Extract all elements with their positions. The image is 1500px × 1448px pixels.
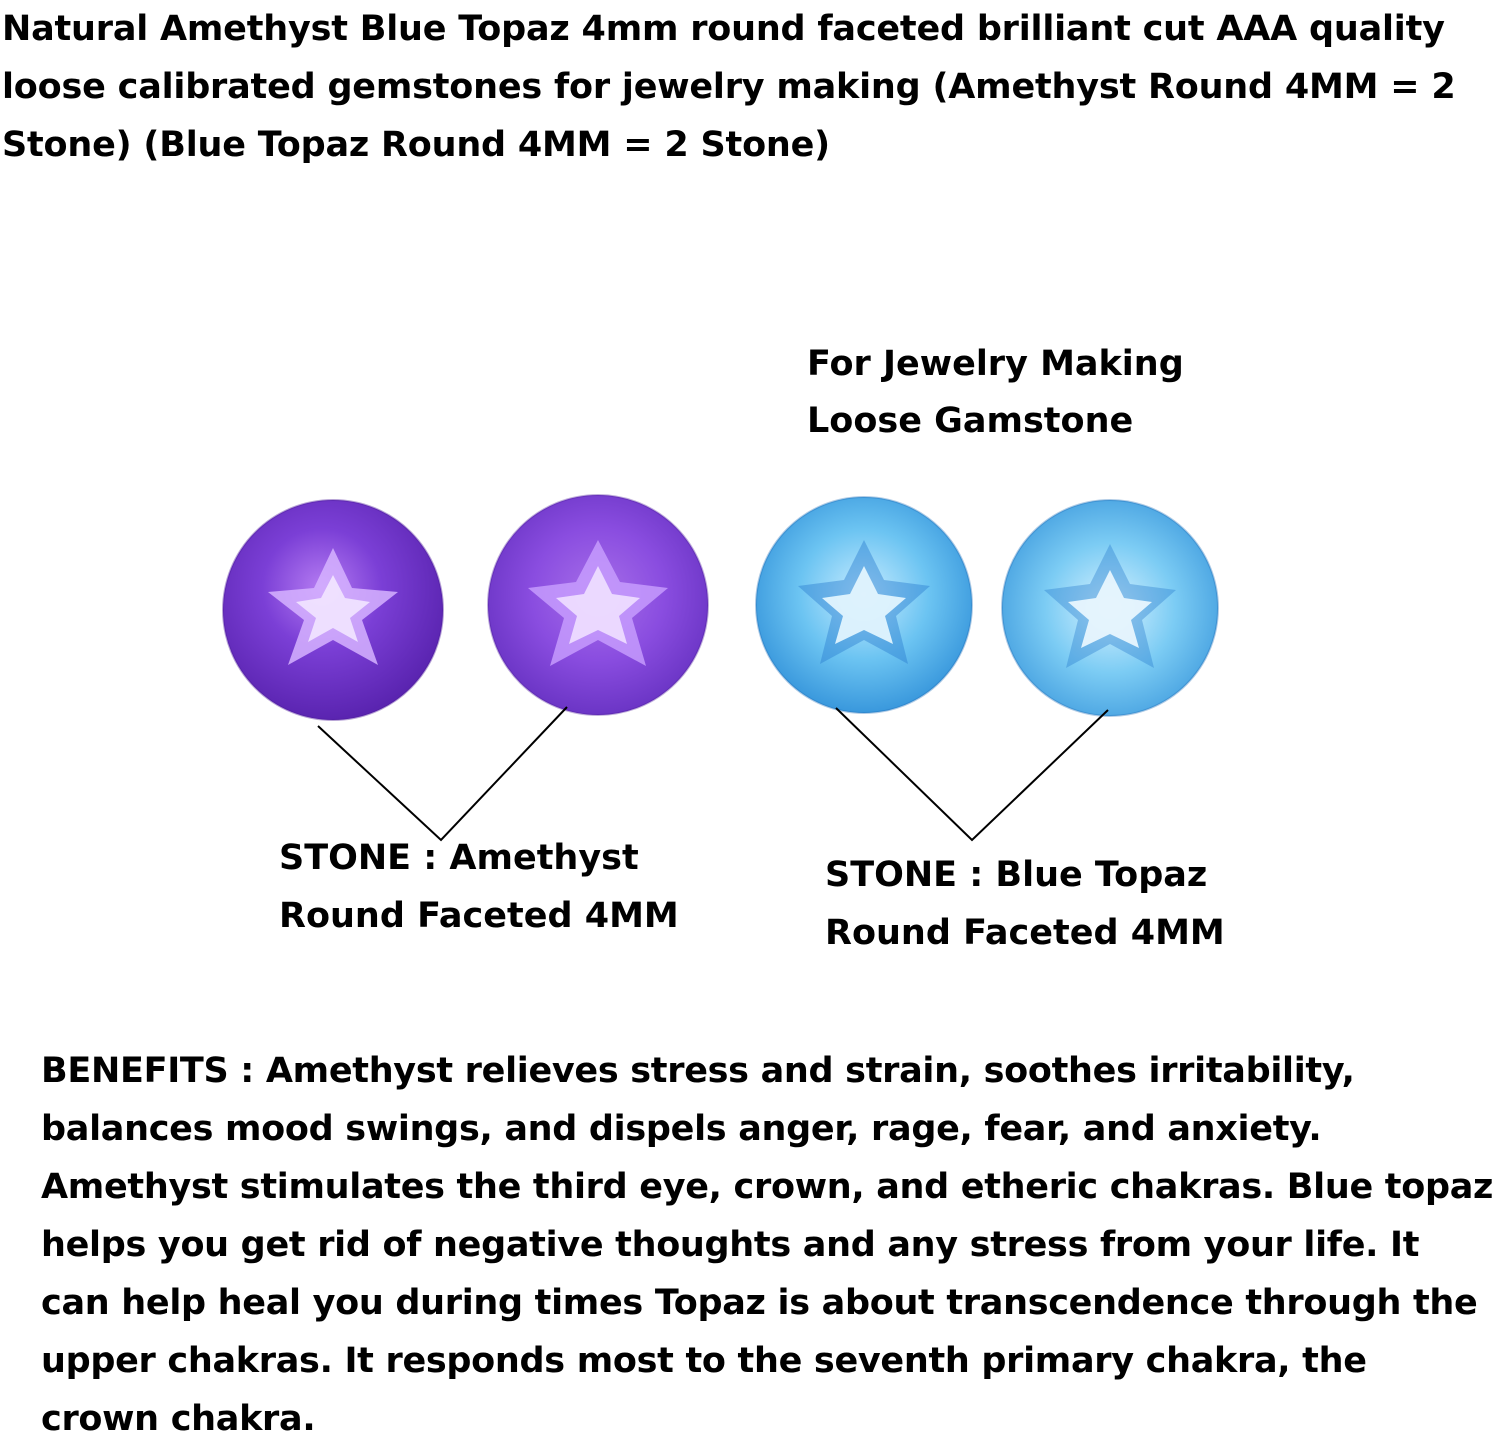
amethyst-connector-line [318,707,567,840]
topaz-connector-line [836,708,1108,840]
tagline-line-1: For Jewelry Making [807,344,1184,384]
tagline-line-2: Loose Gamstone [807,401,1134,441]
stone-name: STONE : Amethyst [279,838,639,878]
stone-name: STONE : Blue Topaz [825,855,1208,895]
amethyst-gem-icon [223,500,443,720]
benefits-text: BENEFITS : Amethyst relieves stress and strain, soothes irritability, balances mood swings, and dispels anger, rage, fear, and anxiety. Amethyst stimulates the third eye, crown, and etheric chakras. Blue topaz helps you get rid of negative thoughts and any stress from your life. It can help heal you during times Topaz is about transcendence through the upper chakras. It responds most to the seventh primary chakra, the crown chakra. [41,1051,1494,1439]
product-title: Natural Amethyst Blue Topaz 4mm round faceted brilliant cut AAA quality loose calibrated gemstones for jewelry making (Amethyst Round 4MM = 2 Stone) (Blue Topaz Round 4MM = 2 Stone) [2,9,1456,165]
amethyst-stone-label [279,829,679,945]
amethyst-gem-icon [488,495,708,715]
blue-topaz-stone-label [825,846,1225,962]
blue-topaz-gem-icon [1002,500,1218,716]
blue-topaz-gem-icon [756,497,972,713]
stone-cut: Round Faceted 4MM [279,896,679,936]
stone-cut: Round Faceted 4MM [825,913,1225,953]
